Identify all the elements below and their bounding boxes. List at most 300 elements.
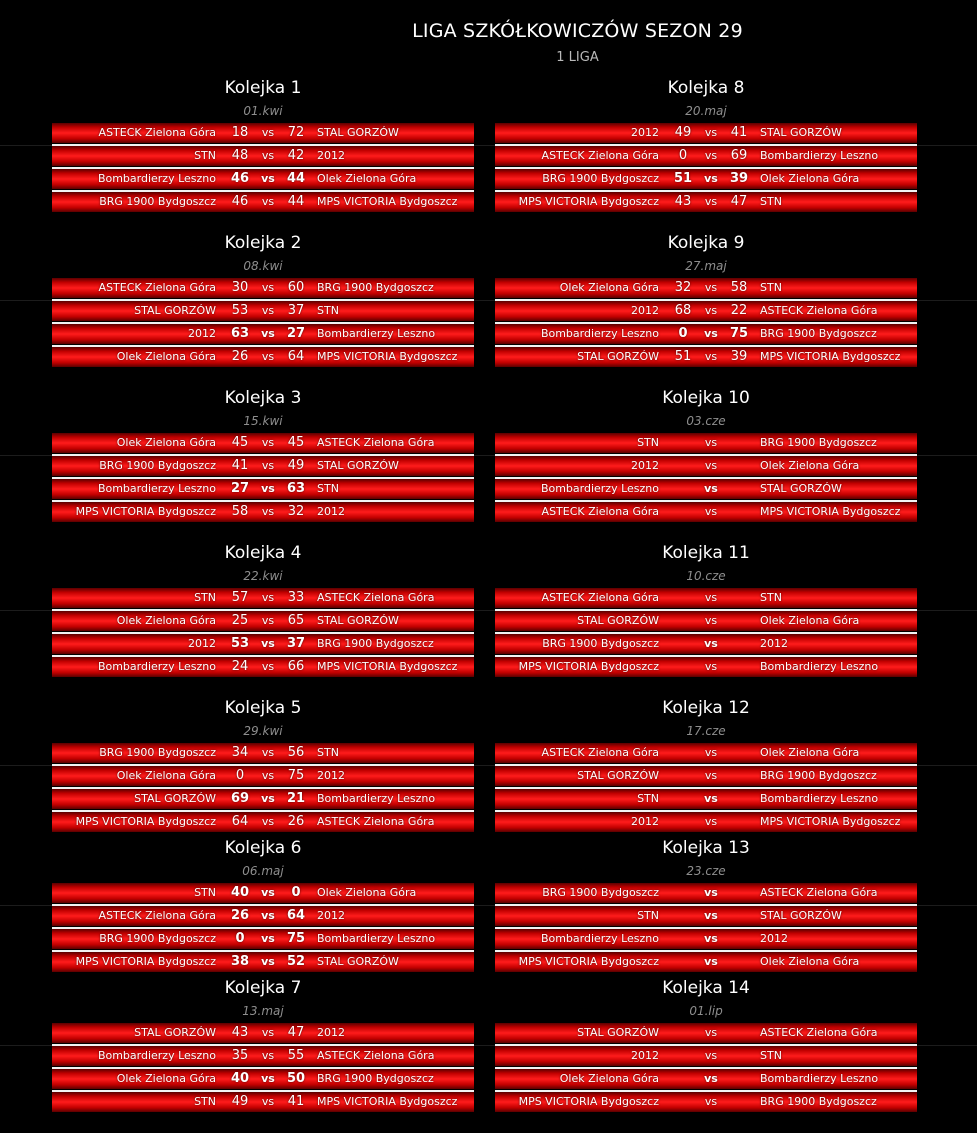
away-score: 41 <box>287 1094 305 1109</box>
away-score: 72 <box>287 125 305 140</box>
away-team: MPS VICTORIA Bydgoszcz <box>317 1095 458 1108</box>
home-team: Olek Zielona Góra <box>559 281 659 294</box>
home-team: MPS VICTORIA Bydgoszcz <box>518 660 659 673</box>
home-team: Bombardierzy Leszno <box>97 482 216 495</box>
round-title: Kolejka 7 <box>224 978 302 998</box>
away-score: 75 <box>729 326 749 341</box>
home-team: Bombardierzy Leszno <box>97 172 216 185</box>
away-team: STN <box>317 746 339 759</box>
home-score: 68 <box>674 303 692 318</box>
home-team: 2012 <box>631 304 659 317</box>
away-score: 52 <box>286 954 306 969</box>
home-score: 0 <box>678 326 688 341</box>
home-team: STN <box>194 886 216 899</box>
home-team: STAL GORZÓW <box>577 1026 659 1039</box>
round-title: Kolejka 14 <box>662 978 750 998</box>
match-row <box>495 906 917 926</box>
away-score: 47 <box>730 194 748 209</box>
home-team: MPS VICTORIA Bydgoszcz <box>518 955 659 968</box>
match-row <box>495 301 917 321</box>
away-score: 27 <box>286 326 306 341</box>
away-score: 21 <box>286 791 306 806</box>
round-title: Kolejka 9 <box>667 233 745 253</box>
away-team: STAL GORZÓW <box>760 909 842 922</box>
round-date: 17.cze <box>686 724 726 738</box>
home-score: 43 <box>674 194 692 209</box>
match-row <box>495 743 917 763</box>
vs-label: vs <box>261 459 275 472</box>
match-row <box>495 1069 917 1089</box>
vs-label: vs <box>261 350 275 363</box>
match-row <box>52 479 474 499</box>
away-team: 2012 <box>760 932 788 945</box>
away-team: ASTECK Zielona Góra <box>317 815 435 828</box>
match-row <box>495 123 917 143</box>
match-row <box>495 789 917 809</box>
away-team: 2012 <box>317 909 345 922</box>
away-team: STN <box>317 482 339 495</box>
away-team: Bombardierzy Leszno <box>760 1072 879 1085</box>
home-score: 25 <box>231 613 249 628</box>
away-score: 49 <box>287 458 305 473</box>
vs-label: vs <box>261 769 275 782</box>
home-team: Olek Zielona Góra <box>116 436 216 449</box>
home-score: 0 <box>235 768 245 783</box>
round-date: 29.kwi <box>243 724 283 738</box>
match-row <box>495 588 917 608</box>
away-score: 66 <box>287 659 305 674</box>
away-team: BRG 1900 Bydgoszcz <box>317 637 434 650</box>
vs-label: vs <box>261 886 275 899</box>
home-score: 0 <box>678 148 688 163</box>
away-team: MPS VICTORIA Bydgoszcz <box>317 660 458 673</box>
away-team: BRG 1900 Bydgoszcz <box>760 436 877 449</box>
round-date: 22.kwi <box>243 569 283 583</box>
home-team: Olek Zielona Góra <box>116 614 216 627</box>
home-team: STN <box>637 436 659 449</box>
match-row <box>52 657 474 677</box>
away-team: ASTECK Zielona Góra <box>317 591 435 604</box>
vs-label: vs <box>704 1095 718 1108</box>
match-row <box>495 1023 917 1043</box>
round-date: 27.maj <box>685 259 727 273</box>
vs-label: vs <box>261 932 275 945</box>
vs-label: vs <box>704 815 718 828</box>
away-score: 45 <box>287 435 305 450</box>
match-row <box>52 766 474 786</box>
away-score: 26 <box>287 814 305 829</box>
match-row <box>495 433 917 453</box>
vs-label: vs <box>704 746 718 759</box>
match-row <box>52 929 474 949</box>
match-row <box>52 634 474 654</box>
away-score: 44 <box>286 171 306 186</box>
away-team: BRG 1900 Bydgoszcz <box>760 1095 877 1108</box>
vs-label: vs <box>704 149 718 162</box>
away-score: 55 <box>287 1048 305 1063</box>
home-team: STAL GORZÓW <box>134 792 216 805</box>
home-team: STN <box>637 792 659 805</box>
home-score: 46 <box>231 194 249 209</box>
match-row <box>52 883 474 903</box>
away-team: Bombardierzy Leszno <box>760 149 879 162</box>
vs-label: vs <box>704 195 718 208</box>
match-row <box>495 634 917 654</box>
away-score: 37 <box>286 636 306 651</box>
vs-label: vs <box>704 1049 718 1062</box>
away-score: 44 <box>287 194 305 209</box>
home-score: 34 <box>231 745 249 760</box>
round-title: Kolejka 2 <box>224 233 302 253</box>
match-row <box>495 1046 917 1066</box>
away-score: 32 <box>287 504 305 519</box>
home-score: 64 <box>231 814 249 829</box>
vs-label: vs <box>261 815 275 828</box>
home-score: 51 <box>674 349 692 364</box>
home-team: 2012 <box>631 1049 659 1062</box>
home-team: STN <box>637 909 659 922</box>
home-score: 53 <box>230 636 250 651</box>
away-team: Bombardierzy Leszno <box>760 792 879 805</box>
vs-label: vs <box>704 1026 718 1039</box>
home-score: 40 <box>230 885 250 900</box>
vs-label: vs <box>261 792 275 805</box>
vs-label: vs <box>261 149 275 162</box>
away-team: STN <box>760 1049 782 1062</box>
match-row <box>495 657 917 677</box>
match-row <box>495 324 917 344</box>
home-team: STAL GORZÓW <box>134 1026 216 1039</box>
home-team: STAL GORZÓW <box>134 304 216 317</box>
match-row <box>52 1023 474 1043</box>
home-score: 40 <box>230 1071 250 1086</box>
match-row <box>52 301 474 321</box>
away-team: Bombardierzy Leszno <box>760 660 879 673</box>
vs-label: vs <box>261 614 275 627</box>
vs-label: vs <box>261 281 275 294</box>
match-row <box>495 929 917 949</box>
home-team: ASTECK Zielona Góra <box>541 591 659 604</box>
round-title: Kolejka 12 <box>662 698 750 718</box>
vs-label: vs <box>704 1072 718 1085</box>
away-score: 64 <box>287 349 305 364</box>
home-team: MPS VICTORIA Bydgoszcz <box>75 955 216 968</box>
vs-label: vs <box>261 172 275 185</box>
home-score: 24 <box>231 659 249 674</box>
vs-label: vs <box>704 909 718 922</box>
vs-label: vs <box>704 955 718 968</box>
away-team: MPS VICTORIA Bydgoszcz <box>760 815 901 828</box>
away-score: 39 <box>729 171 749 186</box>
home-score: 46 <box>230 171 250 186</box>
away-team: MPS VICTORIA Bydgoszcz <box>317 350 458 363</box>
away-team: STAL GORZÓW <box>317 126 399 139</box>
vs-label: vs <box>704 482 718 495</box>
away-team: STAL GORZÓW <box>760 482 842 495</box>
match-row <box>495 952 917 972</box>
away-score: 50 <box>286 1071 306 1086</box>
away-team: Bombardierzy Leszno <box>317 327 436 340</box>
match-row <box>52 743 474 763</box>
vs-label: vs <box>704 459 718 472</box>
round-date: 13.maj <box>242 1004 284 1018</box>
away-score: 0 <box>291 885 301 900</box>
home-score: 48 <box>231 148 249 163</box>
match-row <box>495 169 917 189</box>
home-team: Olek Zielona Góra <box>559 1072 659 1085</box>
match-row <box>52 433 474 453</box>
vs-label: vs <box>261 327 275 340</box>
away-team: STAL GORZÓW <box>317 614 399 627</box>
home-team: MPS VICTORIA Bydgoszcz <box>518 1095 659 1108</box>
home-score: 69 <box>230 791 250 806</box>
match-row <box>52 588 474 608</box>
home-team: STN <box>194 1095 216 1108</box>
home-team: BRG 1900 Bydgoszcz <box>99 459 216 472</box>
away-team: MPS VICTORIA Bydgoszcz <box>317 195 458 208</box>
home-team: Bombardierzy Leszno <box>97 660 216 673</box>
away-team: Olek Zielona Góra <box>760 746 860 759</box>
home-team: STAL GORZÓW <box>577 769 659 782</box>
home-score: 49 <box>231 1094 249 1109</box>
home-team: ASTECK Zielona Góra <box>541 149 659 162</box>
away-team: STAL GORZÓW <box>317 459 399 472</box>
match-row <box>52 1069 474 1089</box>
home-score: 26 <box>231 349 249 364</box>
vs-label: vs <box>704 436 718 449</box>
home-team: BRG 1900 Bydgoszcz <box>99 195 216 208</box>
home-team: STAL GORZÓW <box>577 614 659 627</box>
home-score: 30 <box>231 280 249 295</box>
vs-label: vs <box>704 126 718 139</box>
match-row <box>495 502 917 522</box>
vs-label: vs <box>261 746 275 759</box>
round-title: Kolejka 8 <box>667 78 745 98</box>
home-team: ASTECK Zielona Góra <box>98 126 216 139</box>
away-score: 47 <box>287 1025 305 1040</box>
away-score: 75 <box>286 931 306 946</box>
match-row <box>495 278 917 298</box>
home-score: 41 <box>231 458 249 473</box>
home-team: 2012 <box>631 126 659 139</box>
vs-label: vs <box>704 327 718 340</box>
away-team: 2012 <box>317 769 345 782</box>
home-team: Olek Zielona Góra <box>116 769 216 782</box>
away-team: ASTECK Zielona Góra <box>760 1026 878 1039</box>
away-team: Olek Zielona Góra <box>317 886 417 899</box>
home-team: Bombardierzy Leszno <box>540 932 659 945</box>
home-score: 35 <box>231 1048 249 1063</box>
away-team: Olek Zielona Góra <box>760 955 860 968</box>
vs-label: vs <box>704 304 718 317</box>
home-team: 2012 <box>188 637 216 650</box>
away-team: ASTECK Zielona Góra <box>760 304 878 317</box>
away-score: 37 <box>287 303 305 318</box>
away-team: STN <box>760 591 782 604</box>
round-date: 23.cze <box>686 864 726 878</box>
vs-label: vs <box>261 1095 275 1108</box>
vs-label: vs <box>261 637 275 650</box>
vs-label: vs <box>704 886 718 899</box>
home-score: 57 <box>231 590 249 605</box>
home-team: BRG 1900 Bydgoszcz <box>542 637 659 650</box>
home-team: Bombardierzy Leszno <box>540 327 659 340</box>
home-team: Olek Zielona Góra <box>116 350 216 363</box>
match-row <box>52 146 474 166</box>
away-team: BRG 1900 Bydgoszcz <box>317 281 434 294</box>
away-team: Bombardierzy Leszno <box>317 932 436 945</box>
match-row <box>495 812 917 832</box>
home-team: MPS VICTORIA Bydgoszcz <box>75 505 216 518</box>
away-team: BRG 1900 Bydgoszcz <box>760 327 877 340</box>
match-row <box>52 1046 474 1066</box>
match-row <box>495 146 917 166</box>
home-team: ASTECK Zielona Góra <box>98 909 216 922</box>
away-team: ASTECK Zielona Góra <box>317 436 435 449</box>
vs-label: vs <box>704 637 718 650</box>
home-team: STAL GORZÓW <box>577 350 659 363</box>
match-row <box>495 456 917 476</box>
away-score: 60 <box>287 280 305 295</box>
away-team: 2012 <box>760 637 788 650</box>
match-row <box>52 324 474 344</box>
round-date: 15.kwi <box>243 414 283 428</box>
away-team: STN <box>760 281 782 294</box>
away-score: 75 <box>287 768 305 783</box>
away-team: ASTECK Zielona Góra <box>317 1049 435 1062</box>
match-row <box>495 192 917 212</box>
round-date: 01.kwi <box>243 104 283 118</box>
vs-label: vs <box>261 1049 275 1062</box>
match-row <box>495 766 917 786</box>
vs-label: vs <box>704 660 718 673</box>
vs-label: vs <box>704 172 718 185</box>
away-team: STAL GORZÓW <box>317 955 399 968</box>
away-score: 63 <box>286 481 306 496</box>
vs-label: vs <box>261 126 275 139</box>
home-score: 49 <box>674 125 692 140</box>
away-score: 65 <box>287 613 305 628</box>
match-row <box>52 123 474 143</box>
match-row <box>495 479 917 499</box>
away-score: 33 <box>287 590 305 605</box>
round-title: Kolejka 4 <box>224 543 302 563</box>
away-team: STAL GORZÓW <box>760 126 842 139</box>
home-score: 51 <box>673 171 693 186</box>
away-team: Olek Zielona Góra <box>317 172 417 185</box>
round-title: Kolejka 10 <box>662 388 750 408</box>
round-date: 20.maj <box>685 104 727 118</box>
home-team: MPS VICTORIA Bydgoszcz <box>518 195 659 208</box>
vs-label: vs <box>704 281 718 294</box>
away-score: 56 <box>287 745 305 760</box>
match-row <box>52 789 474 809</box>
home-team: 2012 <box>631 459 659 472</box>
vs-label: vs <box>261 955 275 968</box>
home-team: MPS VICTORIA Bydgoszcz <box>75 815 216 828</box>
away-team: Bombardierzy Leszno <box>317 792 436 805</box>
away-score: 58 <box>730 280 748 295</box>
home-team: 2012 <box>631 815 659 828</box>
away-team: ASTECK Zielona Góra <box>760 886 878 899</box>
home-score: 38 <box>230 954 250 969</box>
match-row <box>52 906 474 926</box>
away-team: STN <box>317 304 339 317</box>
vs-label: vs <box>261 304 275 317</box>
away-team: 2012 <box>317 149 345 162</box>
vs-label: vs <box>261 505 275 518</box>
away-team: MPS VICTORIA Bydgoszcz <box>760 350 901 363</box>
round-title: Kolejka 11 <box>662 543 750 563</box>
away-score: 64 <box>286 908 306 923</box>
vs-label: vs <box>261 660 275 673</box>
vs-label: vs <box>704 769 718 782</box>
match-row <box>52 952 474 972</box>
home-team: ASTECK Zielona Góra <box>98 281 216 294</box>
home-score: 45 <box>231 435 249 450</box>
home-score: 32 <box>674 280 692 295</box>
match-row <box>52 278 474 298</box>
home-score: 27 <box>230 481 250 496</box>
away-score: 42 <box>287 148 305 163</box>
match-row <box>52 1092 474 1112</box>
round-date: 06.maj <box>242 864 284 878</box>
match-row <box>52 611 474 631</box>
away-score: 41 <box>730 125 748 140</box>
vs-label: vs <box>704 350 718 363</box>
home-score: 18 <box>231 125 249 140</box>
away-team: Olek Zielona Góra <box>760 459 860 472</box>
home-score: 53 <box>231 303 249 318</box>
page-subtitle: 1 LIGA <box>556 50 599 65</box>
home-score: 0 <box>235 931 245 946</box>
home-score: 43 <box>231 1025 249 1040</box>
vs-label: vs <box>261 436 275 449</box>
round-date: 08.kwi <box>243 259 283 273</box>
away-score: 22 <box>730 303 748 318</box>
round-date: 10.cze <box>686 569 726 583</box>
home-score: 26 <box>230 908 250 923</box>
home-team: BRG 1900 Bydgoszcz <box>99 932 216 945</box>
vs-label: vs <box>261 482 275 495</box>
vs-label: vs <box>704 591 718 604</box>
round-title: Kolejka 13 <box>662 838 750 858</box>
round-title: Kolejka 6 <box>224 838 302 858</box>
vs-label: vs <box>261 591 275 604</box>
match-row <box>52 347 474 367</box>
vs-label: vs <box>261 195 275 208</box>
match-row <box>52 812 474 832</box>
vs-label: vs <box>261 1072 275 1085</box>
home-team: BRG 1900 Bydgoszcz <box>542 886 659 899</box>
round-date: 01.lip <box>689 1004 723 1018</box>
home-team: ASTECK Zielona Góra <box>541 746 659 759</box>
home-team: Olek Zielona Góra <box>116 1072 216 1085</box>
match-row <box>495 1092 917 1112</box>
round-title: Kolejka 5 <box>224 698 302 718</box>
round-date: 03.cze <box>686 414 726 428</box>
vs-label: vs <box>704 932 718 945</box>
match-row <box>495 347 917 367</box>
match-row <box>52 192 474 212</box>
match-row <box>495 611 917 631</box>
match-row <box>52 169 474 189</box>
match-row <box>52 502 474 522</box>
home-team: Bombardierzy Leszno <box>97 1049 216 1062</box>
away-score: 69 <box>730 148 748 163</box>
vs-label: vs <box>704 792 718 805</box>
home-team: STN <box>194 149 216 162</box>
